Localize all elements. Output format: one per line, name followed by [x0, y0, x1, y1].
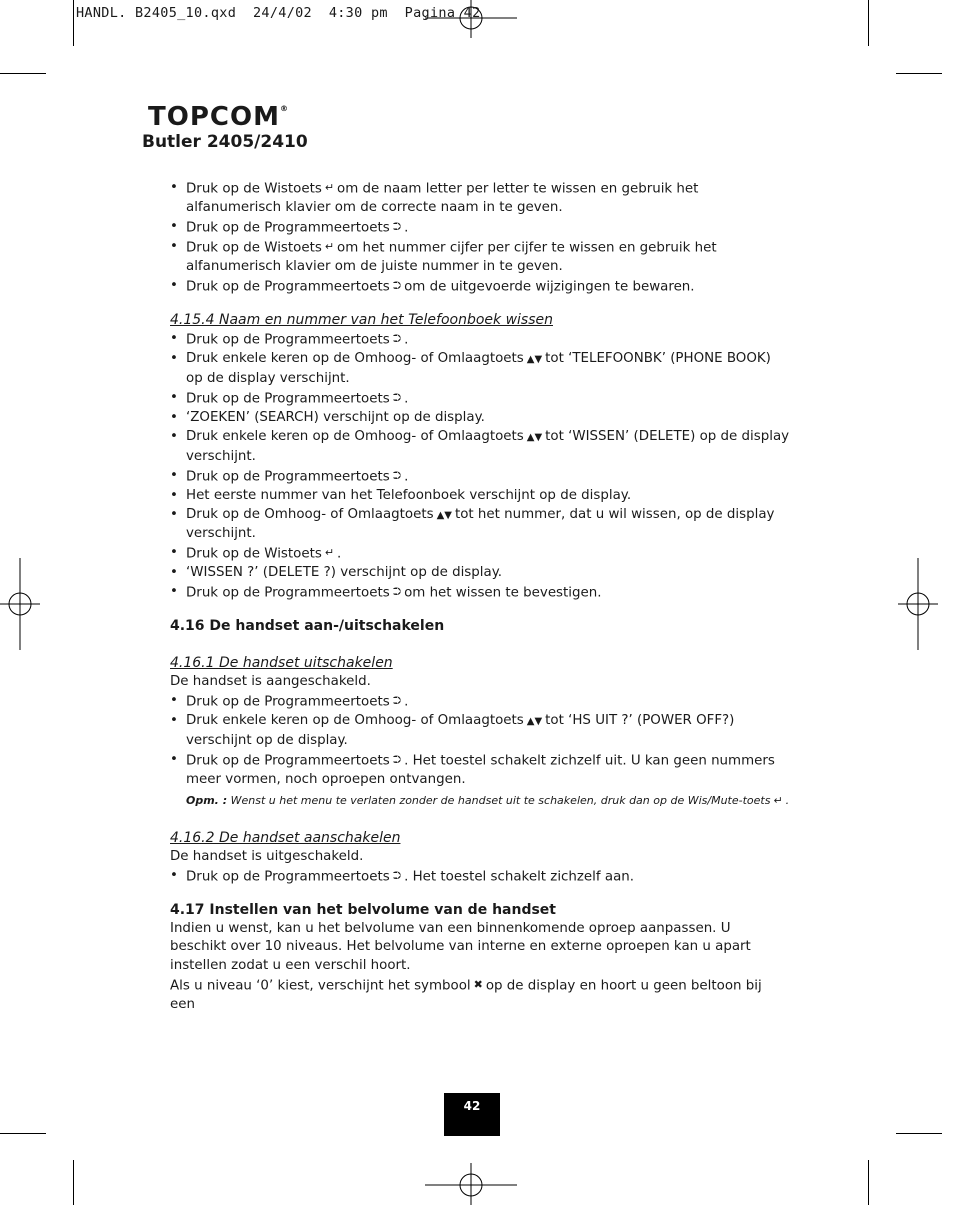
list-item: • Druk op de Omhoog- of Omlaagtoets ▲▼ tot het nummer, dat u wil wissen, op de display verschijnt. [170, 506, 790, 545]
file-slug: HANDL. B2405_10.qxd 24/4/02 4:30 pm Pagina 42 [76, 5, 481, 21]
list-item: • Druk op de Wistoets ↵ . [170, 544, 790, 564]
section-heading: 4.17 Instellen van het belvolume van de handset [170, 901, 556, 918]
note-label: Opm. : [186, 793, 228, 807]
paragraph: De handset is aangeschakeld. [170, 673, 371, 689]
program-key-icon: ⮊ [392, 868, 402, 882]
list-item: • Druk enkele keren op de Omhoog- of Omlaagtoets ▲▼ tot ‘WISSEN’ (DELETE) op de display verschijnt. [170, 428, 790, 467]
paragraph: Als u niveau ‘0’ kiest, verschijnt het symbool ✖ op de display en hoort u geen beltoon bij een [170, 978, 762, 1013]
crop-mark [0, 73, 46, 74]
page-number: 42 [444, 1093, 500, 1136]
mute-delete-icon: ↵ [324, 181, 335, 194]
subsection-heading: 4.16.2 De handset aanschakelen [170, 830, 401, 847]
program-key-icon: ⮊ [392, 468, 402, 482]
note: Opm. : Wenst u het menu te verlaten zonder de handset uit te schakelen, druk dan op de Wis/Mute-toets ↵ . [170, 790, 790, 812]
registration-mark-left [0, 558, 40, 650]
paragraph: De handset is uitgeschakeld. [170, 848, 364, 864]
section-heading: 4.16 De handset aan-/uitschakelen [170, 618, 445, 635]
list-item: • Druk op de Wistoets ↵ om het nummer cijfer per cijfer te wissen en gebruik het alfanumerisch klavier om de juiste nummer in te geven. [170, 238, 790, 277]
registration-mark-right [898, 558, 938, 650]
topcom-logo [148, 102, 289, 132]
list-item: • Druk op de Programmeertoets ⮊ . [170, 389, 790, 409]
crop-mark [896, 1133, 942, 1134]
program-key-icon: ⮊ [392, 332, 402, 346]
crop-mark [73, 1160, 74, 1205]
crop-mark [73, 0, 74, 46]
crop-mark [868, 0, 869, 46]
registered-mark: ® [279, 104, 289, 113]
list-item: • Druk op de Programmeertoets ⮊ . [170, 330, 790, 350]
list-item: • Druk op de Programmeertoets ⮊ . Het toestel schakelt zichzelf uit. U kan geen nummers meer vormen, noch oproepen ontvangen. [170, 751, 790, 790]
subsection-heading: 4.16.1 De handset uitschakelen [170, 655, 393, 672]
program-key-icon: ⮊ [392, 752, 402, 766]
list-item: • ‘ZOEKEN’ (SEARCH) verschijnt op de display. [170, 409, 790, 428]
mute-delete-icon: ↵ [324, 240, 335, 254]
up-down-arrows-icon: ▲▼ [436, 509, 452, 521]
registration-mark-bottom [425, 1163, 517, 1205]
crop-mark [896, 73, 942, 74]
list-item: • Druk op de Programmeertoets ⮊ om het wissen te bevestigen. [170, 583, 790, 603]
program-key-icon: ⮊ [392, 693, 402, 707]
brand-name: TOPCOM [148, 102, 280, 132]
up-down-arrows-icon: ▲▼ [526, 432, 543, 443]
list-item: • Druk enkele keren op de Omhoog- of Omlaagtoets ▲▼ tot ‘TELEFOONBK’ (PHONE BOOK) op de display verschijnt. [170, 350, 790, 389]
ringer-off-icon: ✖ [473, 978, 483, 992]
list-item: • Druk op de Programmeertoets ⮊ . [170, 467, 790, 487]
up-down-arrows-icon: ▲▼ [526, 354, 543, 366]
list-item: • Druk op de Programmeertoets ⮊ . Het toestel schakelt zichzelf aan. [170, 867, 790, 887]
program-key-icon: ⮊ [392, 391, 402, 404]
program-key-icon: ⮊ [392, 585, 402, 599]
mute-delete-icon: ↵ [773, 794, 783, 808]
list-item: • Druk op de Programmeertoets ⮊ . [170, 218, 790, 238]
note-text: Wenst u het menu te verlaten zonder de handset uit te schakelen, druk dan op de Wis/Mute-toets [230, 793, 771, 807]
crop-mark [0, 1133, 46, 1134]
subsection-heading: 4.15.4 Naam en nummer van het Telefoonboek wissen [170, 312, 553, 329]
document-body [170, 179, 790, 1015]
list-item: • ‘WISSEN ?’ (DELETE ?) verschijnt op de display. [170, 564, 790, 583]
model-title: Butler 2405/2410 [142, 132, 308, 152]
list-item: • Druk op de Programmeertoets ⮊ . [170, 692, 790, 712]
mute-delete-icon: ↵ [324, 546, 335, 560]
list-item: • Druk op de Programmeertoets ⮊ om de uitgevoerde wijzigingen te bewaren. [170, 277, 790, 297]
up-down-arrows-icon: ▲▼ [526, 715, 543, 727]
program-key-icon: ⮊ [392, 279, 402, 293]
list-item: • Druk op de Wistoets ↵ om de naam letter per letter te wissen en gebruik het alfanumerisch klavier om de correcte naam in te geven. [170, 179, 790, 218]
paragraph: Indien u wenst, kan u het belvolume van een binnenkomende oproep aanpassen. U beschikt over 10 niveaus. Het belvolume van interne en externe oproepen kan u apart instellen zodat u een verschil hoort. [170, 920, 751, 974]
crop-mark [868, 1160, 869, 1205]
list-item: • Druk enkele keren op de Omhoog- of Omlaagtoets ▲▼ tot ‘HS UIT ?’ (POWER OFF?) verschijnt op de display. [170, 712, 790, 751]
list-item: • Het eerste nummer van het Telefoonboek verschijnt op de display. [170, 487, 790, 506]
program-key-icon: ⮊ [392, 220, 402, 233]
